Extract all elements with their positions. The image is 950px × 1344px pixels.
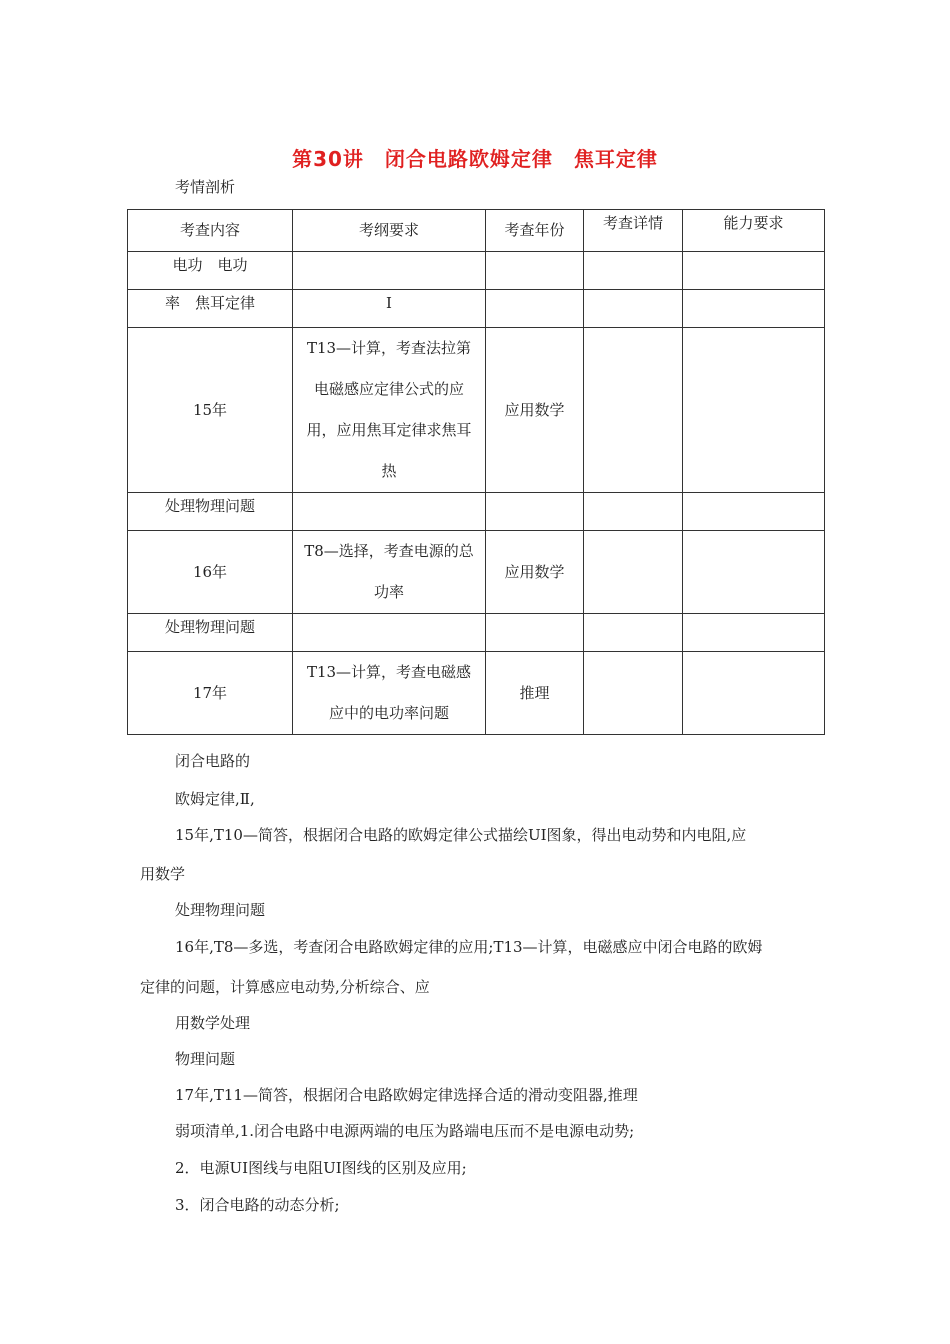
table-header-row <box>128 210 825 252</box>
header-cell: 能力要求 <box>683 210 825 252</box>
body-paragraph: 欧姆定律,Ⅱ, <box>175 790 255 808</box>
table-cell <box>683 614 825 652</box>
table-row <box>128 290 825 328</box>
table-cell <box>584 652 683 735</box>
body-paragraph: 17年,Т11—简答，根据闭合电路欧姆定律选择合适的滑动变阻器,推理 <box>175 1086 638 1104</box>
table-row <box>128 328 825 493</box>
table-row <box>128 614 825 652</box>
table-cell <box>293 252 486 290</box>
table-cell <box>683 652 825 735</box>
exam-analysis-table <box>127 209 825 735</box>
table-cell: 应用数学 <box>486 531 584 614</box>
table-cell <box>293 493 486 531</box>
section-label: 考情剖析 <box>175 178 236 196</box>
table-cell <box>584 614 683 652</box>
table-cell: 处理物理问题 <box>128 614 293 652</box>
table-cell: 16年 <box>128 531 293 614</box>
table-cell <box>683 290 825 328</box>
page-title: 第30讲 闭合电路欧姆定律 焦耳定律 <box>292 147 658 171</box>
body-paragraph: 用数学 <box>140 865 186 883</box>
header-cell: 考查年份 <box>486 210 584 252</box>
table-cell: 电功 电功 <box>128 252 293 290</box>
body-paragraph: 15年,Т10—简答，根据闭合电路的欧姆定律公式描绘UI图象，得出电动势和内电阻,应 <box>175 826 747 844</box>
table-cell: Т13—计算，考查电磁感应中的电功率问题 <box>293 652 486 735</box>
table-cell <box>683 531 825 614</box>
table-cell <box>486 614 584 652</box>
header-cell: 考查详情 <box>584 210 683 252</box>
table-cell <box>486 290 584 328</box>
table-row <box>128 252 825 290</box>
table-cell: 15年 <box>128 328 293 493</box>
table-cell: 推理 <box>486 652 584 735</box>
table-cell <box>293 614 486 652</box>
table-cell <box>584 252 683 290</box>
table-row <box>128 531 825 614</box>
table-cell: Т8—选择，考查电源的总功率 <box>293 531 486 614</box>
body-paragraph: 16年,Т8—多选，考查闭合电路欧姆定律的应用;Т13—计算，电磁感应中闭合电路的欧姆 <box>175 938 763 956</box>
table-cell <box>683 493 825 531</box>
table-cell <box>584 328 683 493</box>
table-cell <box>486 252 584 290</box>
body-paragraph: 闭合电路的 <box>175 752 251 770</box>
header-cell: 考查内容 <box>128 210 293 252</box>
table-cell: 应用数学 <box>486 328 584 493</box>
table-cell <box>584 531 683 614</box>
table-row <box>128 493 825 531</box>
table-cell: Ⅰ <box>293 290 486 328</box>
table-cell <box>683 252 825 290</box>
table-cell <box>486 493 584 531</box>
table-cell <box>584 493 683 531</box>
table-cell: 处理物理问题 <box>128 493 293 531</box>
body-paragraph: 定律的问题，计算感应电动势,分析综合、应 <box>140 978 430 996</box>
body-paragraph: 弱项清单,1.闭合电路中电源两端的电压为路端电压而不是电源电动势; <box>175 1122 635 1140</box>
body-paragraph: 处理物理问题 <box>175 901 266 919</box>
table-cell: 率 焦耳定律 <box>128 290 293 328</box>
body-paragraph: 用数学处理 <box>175 1014 251 1032</box>
table-cell <box>683 328 825 493</box>
table-cell: 17年 <box>128 652 293 735</box>
header-cell: 考纲要求 <box>293 210 486 252</box>
body-paragraph: 2．电源UI图线与电阻UI图线的区别及应用; <box>175 1159 467 1177</box>
body-paragraph: 3．闭合电路的动态分析; <box>175 1196 340 1214</box>
table-cell <box>584 290 683 328</box>
table-cell: Т13—计算，考查法拉第电磁感应定律公式的应用，应用焦耳定律求焦耳热 <box>293 328 486 493</box>
body-paragraph: 物理问题 <box>175 1050 236 1068</box>
table-row <box>128 652 825 735</box>
